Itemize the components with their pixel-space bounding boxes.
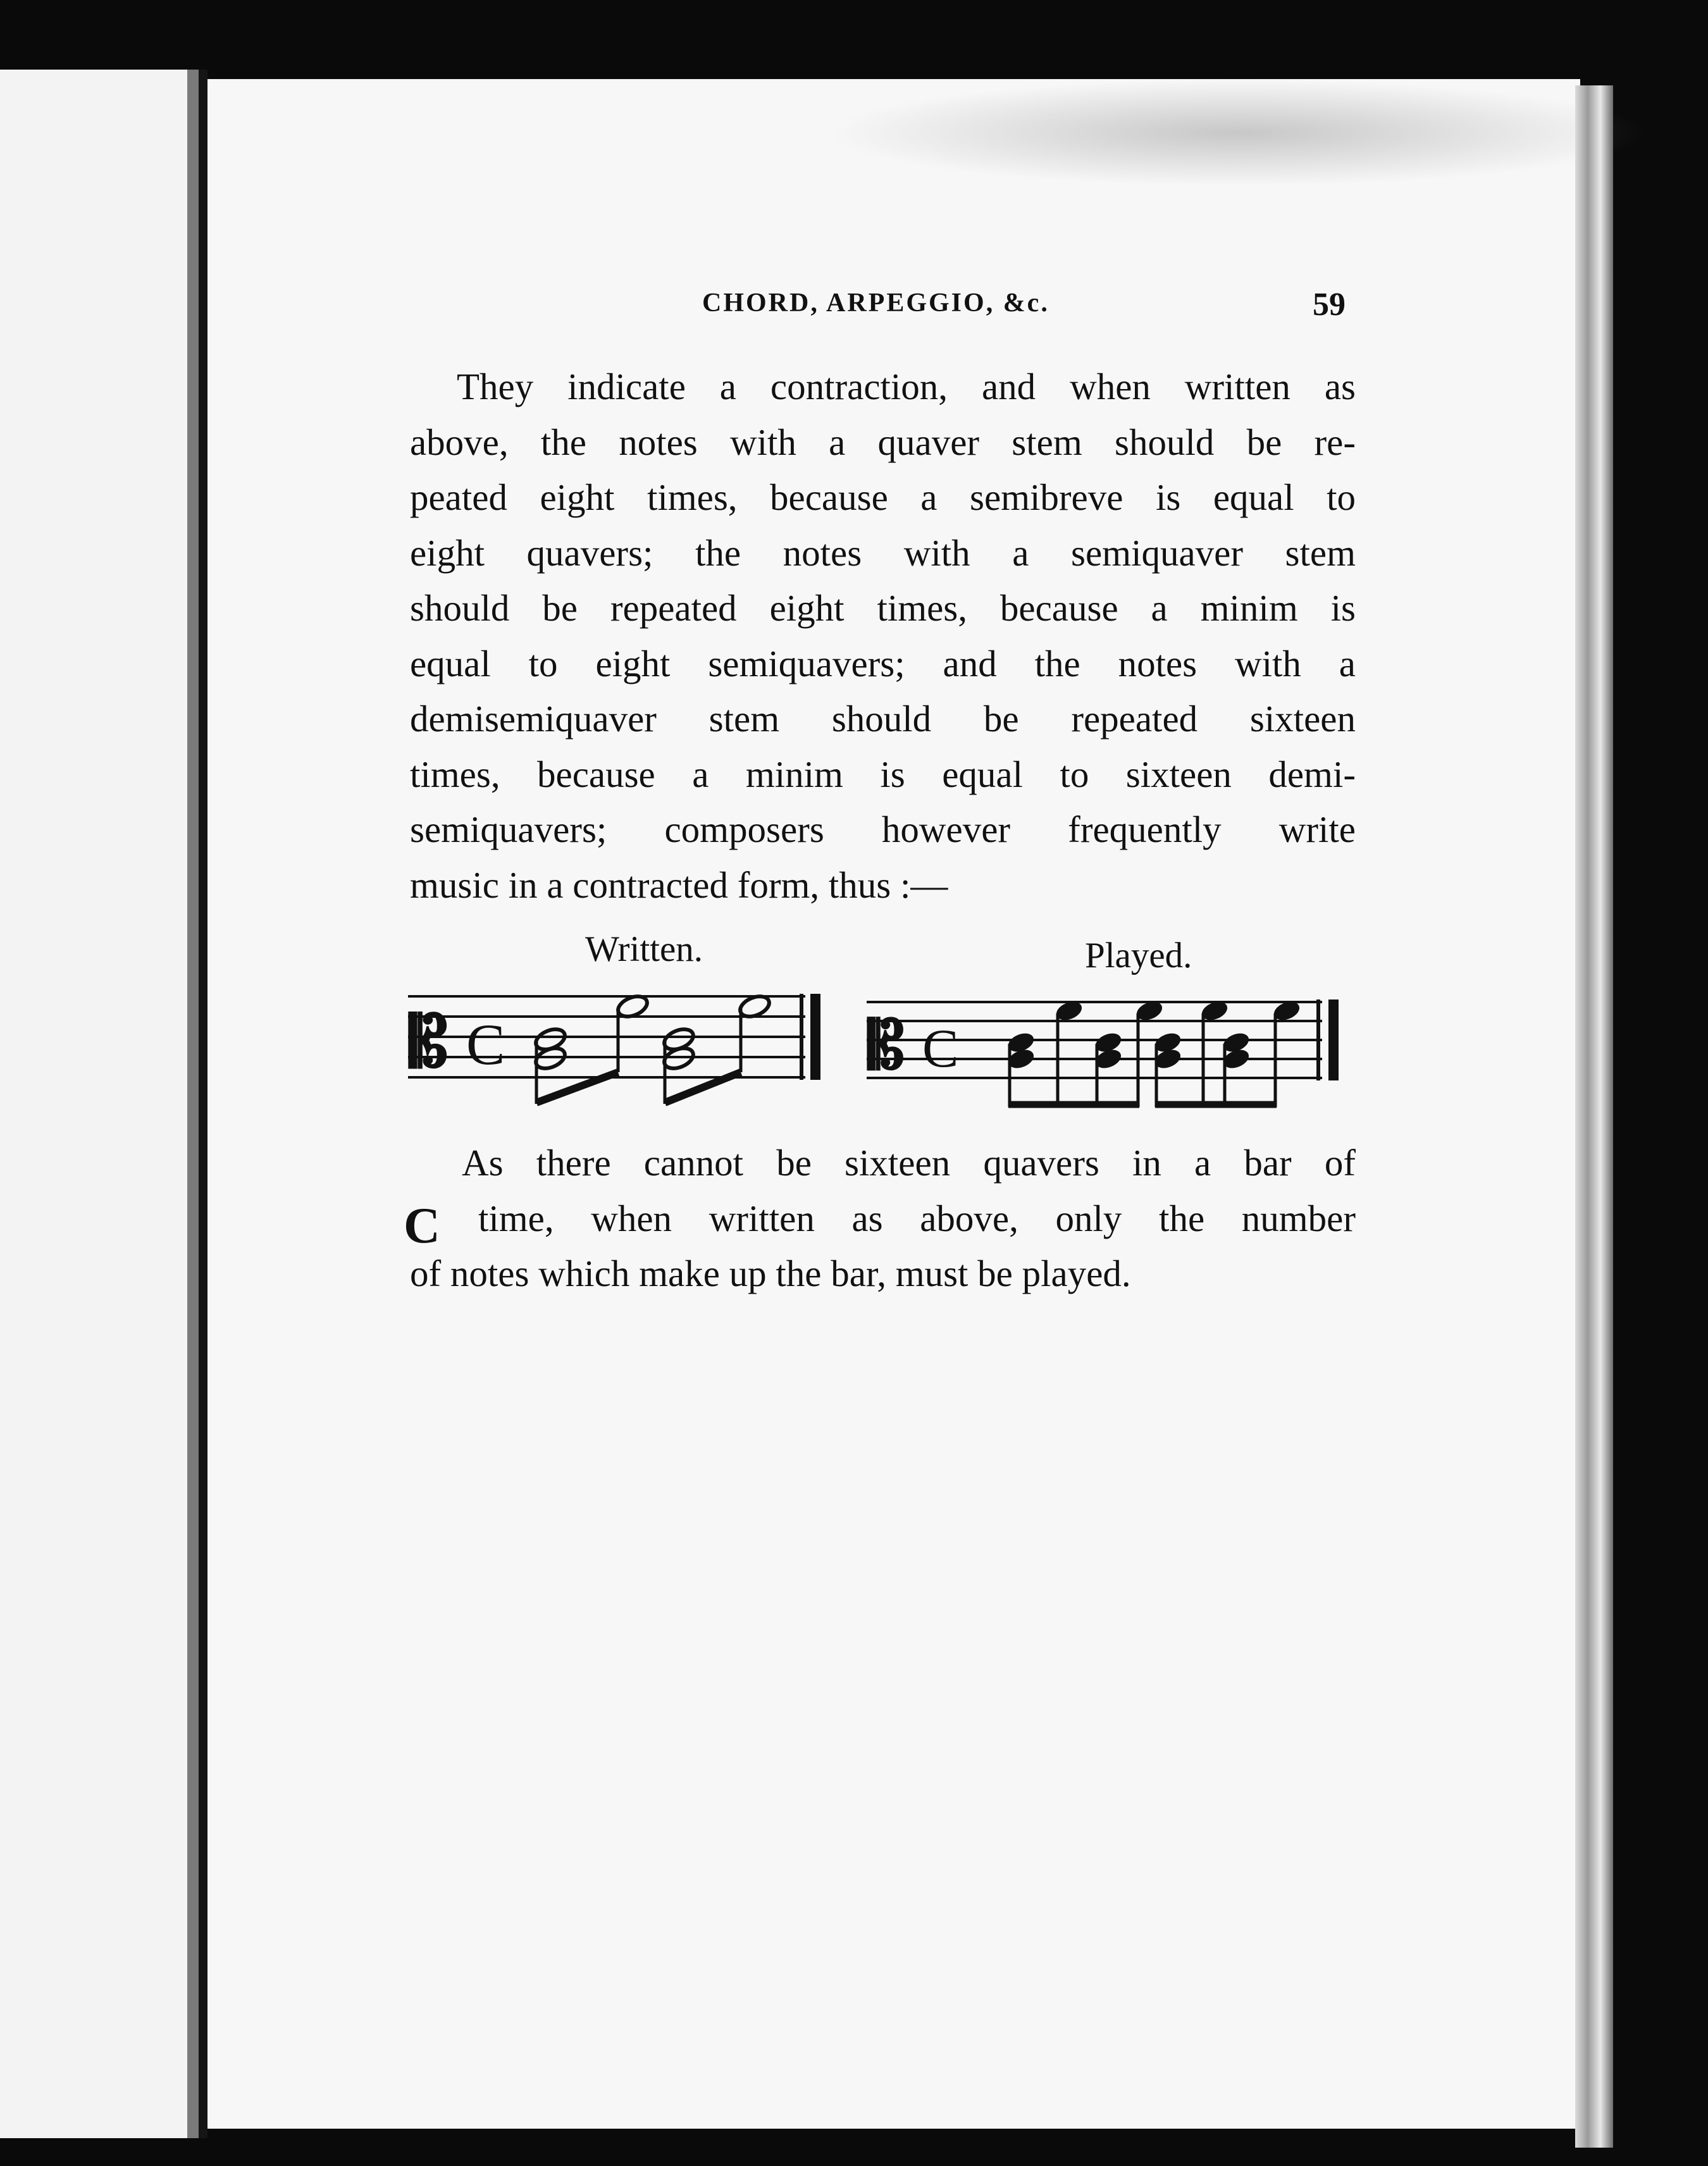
written-caption: Written. — [585, 929, 703, 969]
text-line: As there cannot be sixteen quavers in a bar of — [462, 1142, 1356, 1184]
text-line: of notes which make up the bar, must be played. — [410, 1253, 1131, 1294]
text-line: peated eight times, because a semibreve is equal to — [410, 476, 1356, 518]
svg-text:C: C — [922, 1018, 959, 1079]
book-gutter — [199, 70, 207, 2138]
text-line: music in a contracted form, thus :— — [410, 863, 948, 906]
svg-text:C: C — [466, 1012, 505, 1077]
text-line: eight quavers; the notes with a semiquaver stem — [410, 531, 1356, 574]
played-caption: Played. — [1085, 936, 1192, 975]
text-line: semiquavers; composers however frequently write — [410, 808, 1356, 850]
text-line: equal to eight semiquavers; and the notes with a — [410, 642, 1356, 684]
text-line: above, the notes with a quaver stem should be re- — [410, 421, 1356, 463]
text-line: times, because a minim is equal to sixteen demi- — [410, 753, 1356, 795]
text-line: demisemiquaver stem should be repeated sixteen — [410, 698, 1356, 740]
svg-text:𝄡: 𝄡 — [409, 1001, 449, 1082]
text-line: should be repeated eight times, because a minim is — [410, 587, 1356, 629]
running-head: CHORD, ARPEGGIO, &c. — [702, 288, 1049, 318]
left-page-edge — [187, 70, 199, 2138]
paragraph-quavers — [410, 1136, 1356, 1302]
text-line: time, when written as above, only the number — [478, 1197, 1356, 1239]
svg-text:𝄡: 𝄡 — [868, 1006, 905, 1084]
page-stack-edge — [1575, 85, 1613, 2148]
common-time-symbol: C — [404, 1198, 440, 1254]
music-example-written — [408, 971, 835, 1110]
page-shadow — [827, 79, 1650, 187]
text-line: They indicate a contraction, and when written as — [457, 366, 1356, 407]
left-page-margin — [0, 70, 190, 2138]
paragraph-contraction — [410, 359, 1356, 913]
page-number: 59 — [1313, 287, 1346, 323]
music-example-played — [867, 981, 1360, 1120]
